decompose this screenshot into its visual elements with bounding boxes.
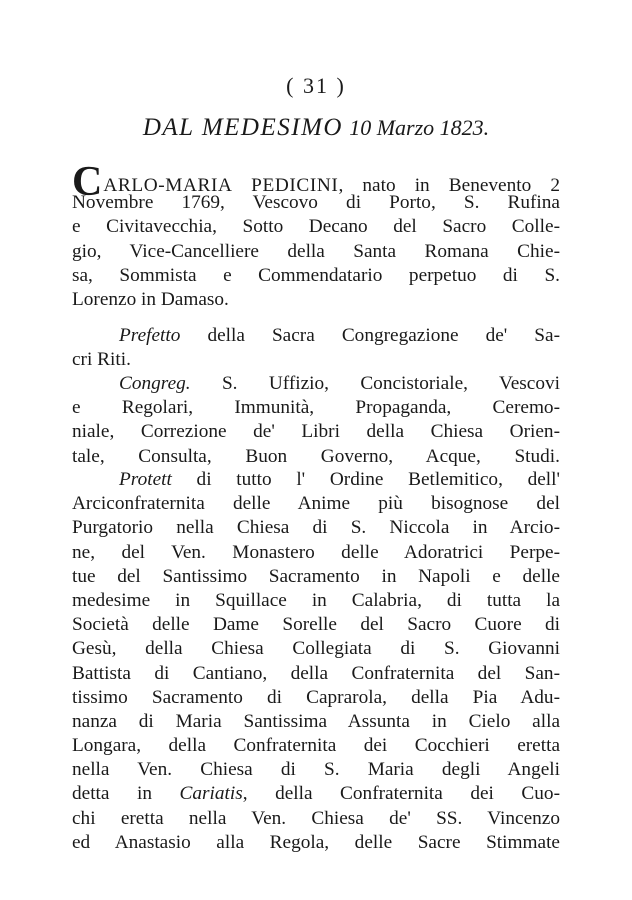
- text-line: niale, Correzione de' Libri della Chiesa Orien-: [72, 421, 560, 443]
- congreg-label: Congreg.: [119, 373, 191, 394]
- text-line: medesime in Squillace in Calabria, di tutta la: [72, 589, 560, 611]
- text-line: Società delle Dame Sorelle del Sacro Cuore di: [72, 614, 560, 636]
- page-number: ( 31 ): [286, 73, 346, 98]
- text-line: tale, Consulta, Buon Governo, Acque, Studi.: [72, 445, 560, 467]
- protett-label: Protett: [119, 469, 172, 490]
- protett-paragraph: [72, 468, 560, 855]
- drop-cap: C: [72, 159, 103, 205]
- text-line: nella Ven. Chiesa di S. Maria degli Angeli: [72, 759, 560, 781]
- text-line: tue del Santissimo Sacramento in Napoli e delle: [72, 565, 560, 587]
- text-line: Congreg. S. Uffizio, Concistoriale, Vescovi: [119, 373, 560, 394]
- text-line: Arciconfraternita delle Anime più bisognose del: [72, 493, 560, 515]
- cariatis-term: Cariatis: [179, 783, 243, 805]
- text-line: Battista di Cantiano, della Confraternita del San-: [72, 662, 560, 684]
- text-line: Longara, della Confraternita dei Cocchieri eretta: [72, 735, 560, 757]
- text-line: detta in Cariatis, della Confraternita dei Cuo-: [72, 783, 560, 805]
- text-line: ne, del Ven. Monastero delle Adoratrici Perpe-: [72, 541, 560, 563]
- text-line: cri Riti.: [72, 349, 131, 371]
- text-line: tissimo Sacramento di Caprarola, della Pia Adu-: [72, 686, 560, 708]
- text-line: Lorenzo in Damaso.: [72, 288, 229, 310]
- text-line: e Regolari, Immunità, Propaganda, Ceremo-: [72, 397, 560, 419]
- congreg-paragraph: [72, 372, 560, 469]
- text-line: sa, Sommista e Commendatario perpetuo di S.: [72, 264, 560, 286]
- prefetto-paragraph: [72, 324, 560, 372]
- text-line: CARLO-MARIA PEDICINI, nato in Benevento 2: [72, 159, 561, 205]
- section-heading: [0, 112, 632, 144]
- text-line: e Civitavecchia, Sotto Decano del Sacro Colle-: [72, 216, 560, 238]
- text-line: gio, Vice-Cancelliere della Santa Romana Chie-: [72, 240, 560, 262]
- text-line: Purgatorio nella Chiesa di S. Niccola in Arcio-: [72, 517, 560, 539]
- text-line: Novembre 1769, Vescovo di Porto, S. Rufina: [72, 192, 560, 214]
- text-line: Protett di tutto l' Ordine Betlemitico, dell': [119, 469, 560, 490]
- intro-paragraph: [72, 159, 561, 312]
- heading-date: 10 Marzo 1823.: [349, 115, 490, 140]
- text-line: ed Anastasio alla Regola, delle Sacre Stimmate: [72, 831, 560, 853]
- cardinal-name: ARLO-MARIA PEDICINI: [103, 175, 339, 196]
- text-line: Prefetto della Sacra Congregazione de' Sa-: [119, 325, 560, 346]
- text-line: Gesù, della Chiesa Collegiata di S. Giovanni: [72, 638, 560, 660]
- text-line: chi eretta nella Ven. Chiesa de' SS. Vincenzo: [72, 807, 560, 829]
- prefetto-label: Prefetto: [119, 325, 181, 346]
- text-line: nanza di Maria Santissima Assunta in Cielo alla: [72, 710, 560, 732]
- heading-title: DAL MEDESIMO: [142, 114, 343, 141]
